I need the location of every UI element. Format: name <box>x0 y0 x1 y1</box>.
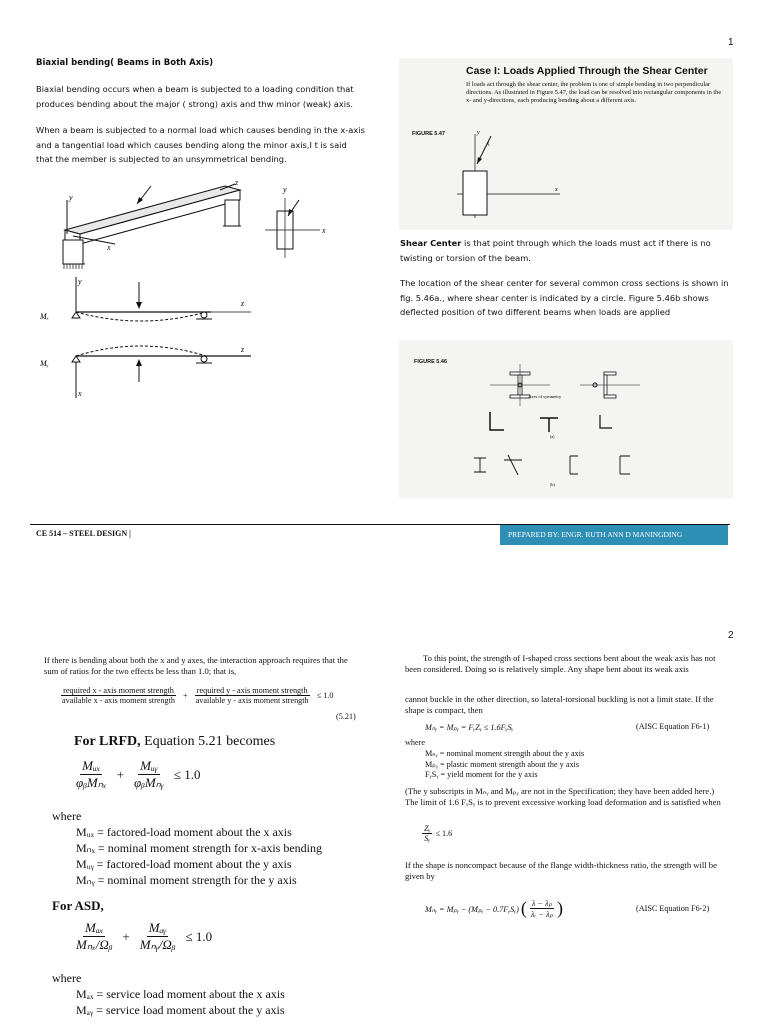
ratio-y-denominator: available y - axis moment strength <box>195 696 309 705</box>
where-label-1: where <box>52 809 82 823</box>
figure-546-label: FIGURE 5.46 <box>414 359 448 365</box>
svg-text:P: P <box>486 141 493 147</box>
noncompact-paragraph: If the shape is noncompact because of the flange width-thickness ratio, the strength will be given by <box>405 860 717 881</box>
lrfd-num2: Mᵤᵧ <box>140 758 158 773</box>
ratio-x-numerator: required x - axis moment strength <box>63 686 174 695</box>
zs-denominator: Sᵧ <box>424 834 431 843</box>
shear-center-term: Shear Center <box>400 238 462 248</box>
shear-center-location-paragraph: The location of the shear center for several common cross sections is shown in fig. 5.46a., where shear center is indicated by a circle. Figure 5.46b shows deflected position of two different beams when loads are applied <box>400 278 729 317</box>
equation-f6-2-label: (AISC Equation F6-2) <box>636 904 710 913</box>
svg-text:y: y <box>78 277 82 286</box>
lrfd-heading <box>74 734 275 750</box>
f61-def-1: Mₙᵧ = nominal moment strength about the y axis <box>425 749 585 758</box>
footer-prepared-by: PREPARED BY: ENGR. RUTH ANN D MANINGDING <box>500 525 728 545</box>
lrfd-den1: φᵦMₙₓ <box>76 775 107 790</box>
figure-546-diagram <box>470 360 660 490</box>
zs-rhs: ≤ 1.6 <box>435 829 453 838</box>
asd-num2: Mₐᵧ <box>148 920 167 935</box>
f62-denominator: λᵣ − λₚ <box>530 910 554 919</box>
zs-ratio-equation <box>422 824 452 843</box>
interaction-equation: $\frac{\text{required x - axis moment strength}}{\text{available x - axis moment strength}}$ + $\frac{\text{required y - axis moment strength}}{\text{available y - axis moment strength}}$ ≤ 1.0 <box>62 686 334 705</box>
case-one-text: If loads act through the shear center, the problem is one of simple bending in two perpendicular directions. As illustrated in Figure 5.47, the load can be resolved into rectangular components in the x- and y-directions, each producing bending about a different axis. <box>466 81 722 104</box>
weak-axis-continuation: cannot buckle in the other direction, so lateral-torsional buckling is not a limit state. If the shape is compact, then <box>405 694 714 715</box>
weak-axis-intro: To this point, the strength of I-shaped cross sections bent about the weak axis has not been considered. Doing so is relatively simple. Any shape bent about its weak axis <box>405 653 716 674</box>
equation-f6-1-label: (AISC Equation F6-1) <box>636 722 710 731</box>
my-label: Mᵧ <box>40 359 49 368</box>
mx-bending-diagram <box>36 272 336 332</box>
figure-546-a-label: (a) <box>550 434 555 439</box>
equation-number: (5.21) <box>336 712 356 721</box>
svg-text:x: x <box>322 226 326 235</box>
figure-546-b-label: (b) <box>550 482 555 487</box>
equation-f6-2: Mₙᵧ = Mₚᵧ − (Mₚᵧ − 0.7FᵧSᵧ) ( $\frac{\text{λ − λₚ}}{\text{λᵣ − λₚ}}$ ) <box>425 898 564 919</box>
svg-text:x: x <box>555 187 558 193</box>
lrfd-def-2: Mₙₓ = nominal moment strength for x-axis bending <box>76 841 322 855</box>
lrfd-num1: Mᵤₓ <box>82 758 101 773</box>
page-number-2: 2 <box>728 630 734 641</box>
f61-def-3: FᵧSᵧ = yield moment for the y axis <box>425 770 538 779</box>
where-label-2: where <box>52 971 82 985</box>
asd-den2: Mₙᵧ/Ωᵦ <box>139 937 176 952</box>
mx-label: Mₓ <box>40 312 49 321</box>
svg-text:z: z <box>241 299 245 308</box>
page-number: 1 <box>728 37 734 48</box>
zs-numerator: Zᵧ <box>424 824 431 833</box>
beam-z-label: z <box>235 178 239 187</box>
case-one-title: Case I: Loads Applied Through the Shear Center <box>466 65 708 77</box>
f62-numerator: λ − λₚ <box>531 899 553 908</box>
footer-course: CE 514 – STEEL DESIGN | <box>36 529 131 538</box>
lrfd-rhs: ≤ 1.0 <box>173 766 201 782</box>
figure-547-diagram <box>455 126 565 222</box>
asd-label: For ASD, <box>52 898 104 913</box>
ratio-rhs: ≤ 1.0 <box>316 691 334 700</box>
biaxial-beam-diagram <box>55 178 355 270</box>
lrfd-den2: φᵦMₙᵧ <box>133 775 164 790</box>
lrfd-def-3: Mᵤᵧ = factored-load moment about the y axis <box>76 857 292 871</box>
lrfd-def-1: Mᵤₓ = factored-load moment about the x axis <box>76 825 292 839</box>
asd-equation: $\frac{\text{Mₐₓ}}{\text{Mₙₓ/Ωᵦ}}$ + $\frac{\text{Mₐᵧ}}{\text{Mₙᵧ/Ωᵦ}}$ ≤ 1.0 <box>76 920 213 952</box>
svg-text:x: x <box>78 389 82 398</box>
ratio-y-numerator: required y - axis moment strength <box>196 686 308 695</box>
asd-def-2: Mₐᵧ = service load moment about the y axis <box>76 1003 285 1017</box>
where-label-3: where <box>405 738 426 747</box>
figure-547-label: FIGURE 5.47 <box>412 131 446 137</box>
lrfd-equation: $\frac{\text{Mᵤₓ}}{\text{φᵦMₙₓ}}$ + $\frac{\text{Mᵤᵧ}}{\text{φᵦMₙᵧ}}$ ≤ 1.0 <box>76 758 201 790</box>
svg-text:y: y <box>283 185 287 194</box>
shear-center-paragraph <box>400 236 733 265</box>
equation-f6-1: Mₙᵧ = Mₚᵧ = FᵧZᵧ ≤ 1.6FᵧSᵧ <box>425 723 514 732</box>
f62-lhs: Mₙᵧ = Mₚᵧ − (Mₚᵧ − 0.7FᵧSᵧ) <box>425 904 519 914</box>
beam-x-label: x <box>107 243 111 252</box>
paragraph-unsymmetrical-bending: When a beam is subjected to a normal load which causes bending in the x-axis and a tangential load which causes bending along the minor axis,I t is said that the member is subjected to an unsymmetrical bending. <box>36 125 365 164</box>
interaction-intro: If there is bending about both the x and y axes, the interaction approach requires that the sum of ratios for the two effects be less than 1.0; that is, <box>44 655 348 676</box>
f61-def-2: Mₚᵧ = plastic moment strength about the y axis <box>425 760 580 769</box>
asd-den1: Mₙₓ/Ωᵦ <box>76 937 113 952</box>
ratio-x-denominator: available x - axis moment strength <box>62 696 176 705</box>
axes-of-symmetry-label: Axes of symmetry <box>528 394 562 399</box>
lrfd-def-4: Mₙᵧ = nominal moment strength for the y axis <box>76 873 297 887</box>
svg-text:y: y <box>477 130 480 136</box>
beam-y-label: y <box>69 193 73 202</box>
paragraph-biaxial-definition: Biaxial bending occurs when a beam is subjected to a loading condition that produces bending about the major ( strong) axis and thw minor (weak) axis. <box>36 84 354 109</box>
yield-limit-note: (The y subscripts in Mₙᵧ and Mₚᵧ are not in the Specification; they have been added here.) The limit of 1.6 FᵧSᵧ is to prevent excessive working load deformation and is satisfied when <box>405 786 721 807</box>
my-bending-diagram <box>36 338 336 402</box>
lrfd-label: For LRFD, <box>74 734 141 749</box>
asd-num1: Mₐₓ <box>85 920 104 935</box>
section-heading: Biaxial bending( Beams in Both Axis) <box>36 58 214 68</box>
lrfd-rest: Equation 5.21 becomes <box>140 734 276 749</box>
asd-def-1: Mₐₓ = service load moment about the x axis <box>76 987 285 1001</box>
svg-text:z: z <box>241 345 245 354</box>
asd-rhs: ≤ 1.0 <box>185 928 213 944</box>
shear-center-definition: is that point through which the loads must act if there is no twisting or torsion of the beam. <box>400 238 711 263</box>
